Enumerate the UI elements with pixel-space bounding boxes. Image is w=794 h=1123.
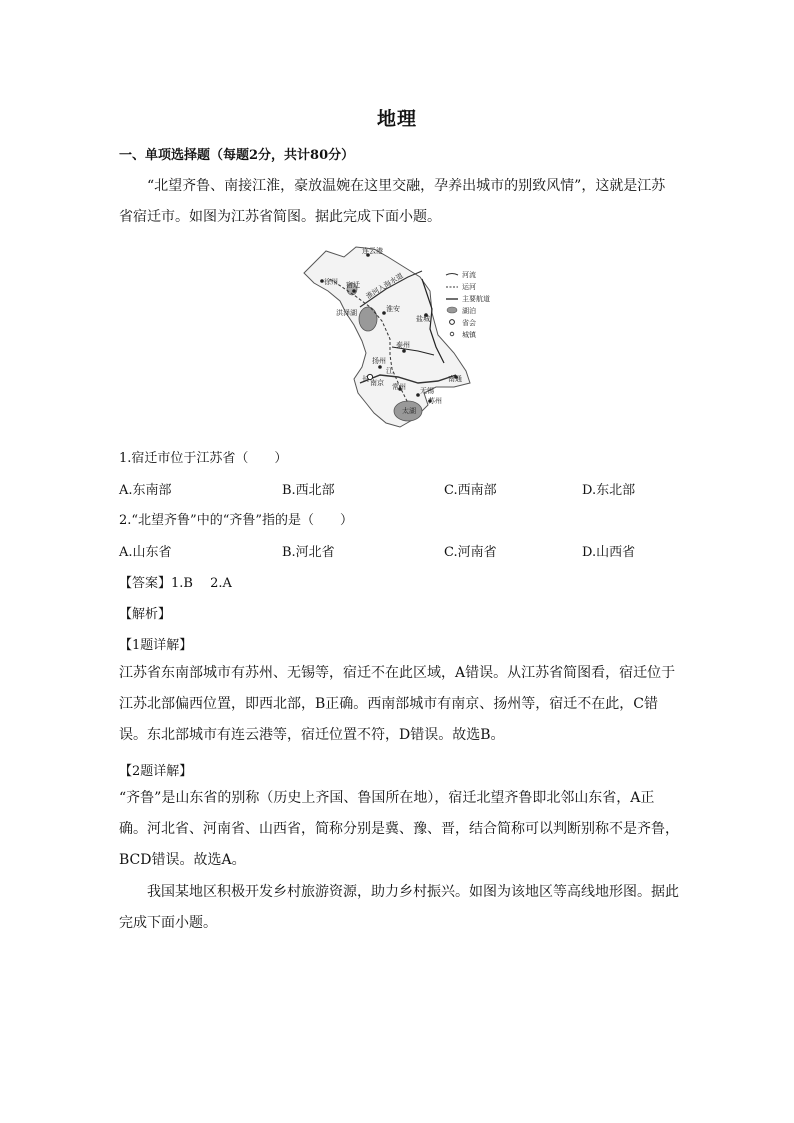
detail-1-heading: 【1题详解】 <box>119 638 193 653</box>
label-river-channel: 淮河入海水道 <box>364 271 405 301</box>
q1-option-b: B.西北部 <box>282 483 335 498</box>
label-taizhou: 泰州 <box>396 341 410 349</box>
section-heading: 一、单项选择题（每题2分，共计80分） <box>119 148 355 163</box>
label-taihu: 太湖 <box>402 407 416 415</box>
next-question-intro: 我国某地区积极开发乡村旅游资源，助力乡村振兴。如图为该地区等高线地形图。据此完成下面小题。 <box>119 884 679 931</box>
q1-option-c: C.西南部 <box>444 483 497 498</box>
q2-option-a: A.山东省 <box>119 545 172 560</box>
q1-option-d: D.东北部 <box>582 483 636 498</box>
label-suqian: 宿迁 <box>346 281 360 289</box>
question-1-stem: 1.宿迁市位于江苏省（ ） <box>119 451 288 466</box>
label-huaian: 淮安 <box>386 305 400 313</box>
legend-river-symbol <box>446 274 458 276</box>
label-yangzhou: 扬州 <box>372 357 386 365</box>
label-hongze: 洪泽湖 <box>336 309 357 317</box>
q2-option-b: B.河北省 <box>282 545 335 560</box>
city-dot <box>402 349 406 353</box>
q2-option-c: C.河南省 <box>444 545 497 560</box>
label-nanjing: 南京 <box>370 379 384 387</box>
legend-lake: 湖泊 <box>462 307 476 315</box>
detail-1-text: 江苏省东南部城市有苏州、无锡等，宿迁不在此区域，A错误。从江苏省简图看，宿迁位于江苏北部偏西位置，即西北部，B正确。西南部城市有南京、扬州等，宿迁不在此，C错误。东北部城市有连云港等，宿迁位置不符，D错误。故选B。 <box>119 665 676 743</box>
province-outline <box>304 247 470 427</box>
legend-town-symbol <box>450 332 454 336</box>
label-yancheng: 盐城 <box>416 315 430 323</box>
label-xuzhou: 徐州 <box>324 278 338 286</box>
hongze-lake <box>359 307 377 331</box>
legend-river: 河流 <box>462 271 476 279</box>
legend-route: 主要航道 <box>462 295 490 303</box>
answer-line: 【答案】1.B 2.A <box>119 576 232 591</box>
legend-capital: 省会 <box>462 319 476 327</box>
label-chang: 长 <box>362 375 369 383</box>
city-dot <box>378 365 382 369</box>
label-wuxi: 无锡 <box>420 387 434 395</box>
label-suzhou: 苏州 <box>428 397 442 405</box>
jiangsu-map <box>296 243 500 433</box>
q1-option-a: A.东南部 <box>119 483 172 498</box>
legend-town: 城镇 <box>462 331 476 339</box>
label-changzhou: 常州 <box>392 383 406 391</box>
label-nantong: 南通 <box>448 375 462 383</box>
page-title: 地理 <box>376 108 417 130</box>
question-2-stem: 2.“北望齐鲁”中的“齐鲁”指的是（ ） <box>119 513 353 528</box>
detail-2-text: “齐鲁”是山东省的别称（历史上齐国、鲁国所在地），宿迁北望齐鲁即北邻山东省，A正确。河北省、河南省、山西省，简称分别是冀、豫、晋，结合简称可以判断别称不是齐鲁，BCD错误。故选A。 <box>119 790 679 868</box>
q2-option-d: D.山西省 <box>582 545 636 560</box>
label-jiang: 江 <box>386 367 393 375</box>
city-dot <box>352 289 356 293</box>
detail-2-heading: 【2题详解】 <box>119 764 193 779</box>
label-lianyungang: 连云港 <box>362 247 383 255</box>
intro-paragraph: “北望齐鲁、南接江淮，豪放温婉在这里交融，孕养出城市的别致风情”，这就是江苏省宿迁市。如图为江苏省简图。据此完成下面小题。 <box>119 178 666 225</box>
analysis-heading: 【解析】 <box>119 607 172 622</box>
legend-lake-symbol <box>447 307 457 313</box>
legend-canal: 运河 <box>462 283 476 291</box>
legend-capital-symbol <box>450 320 455 325</box>
